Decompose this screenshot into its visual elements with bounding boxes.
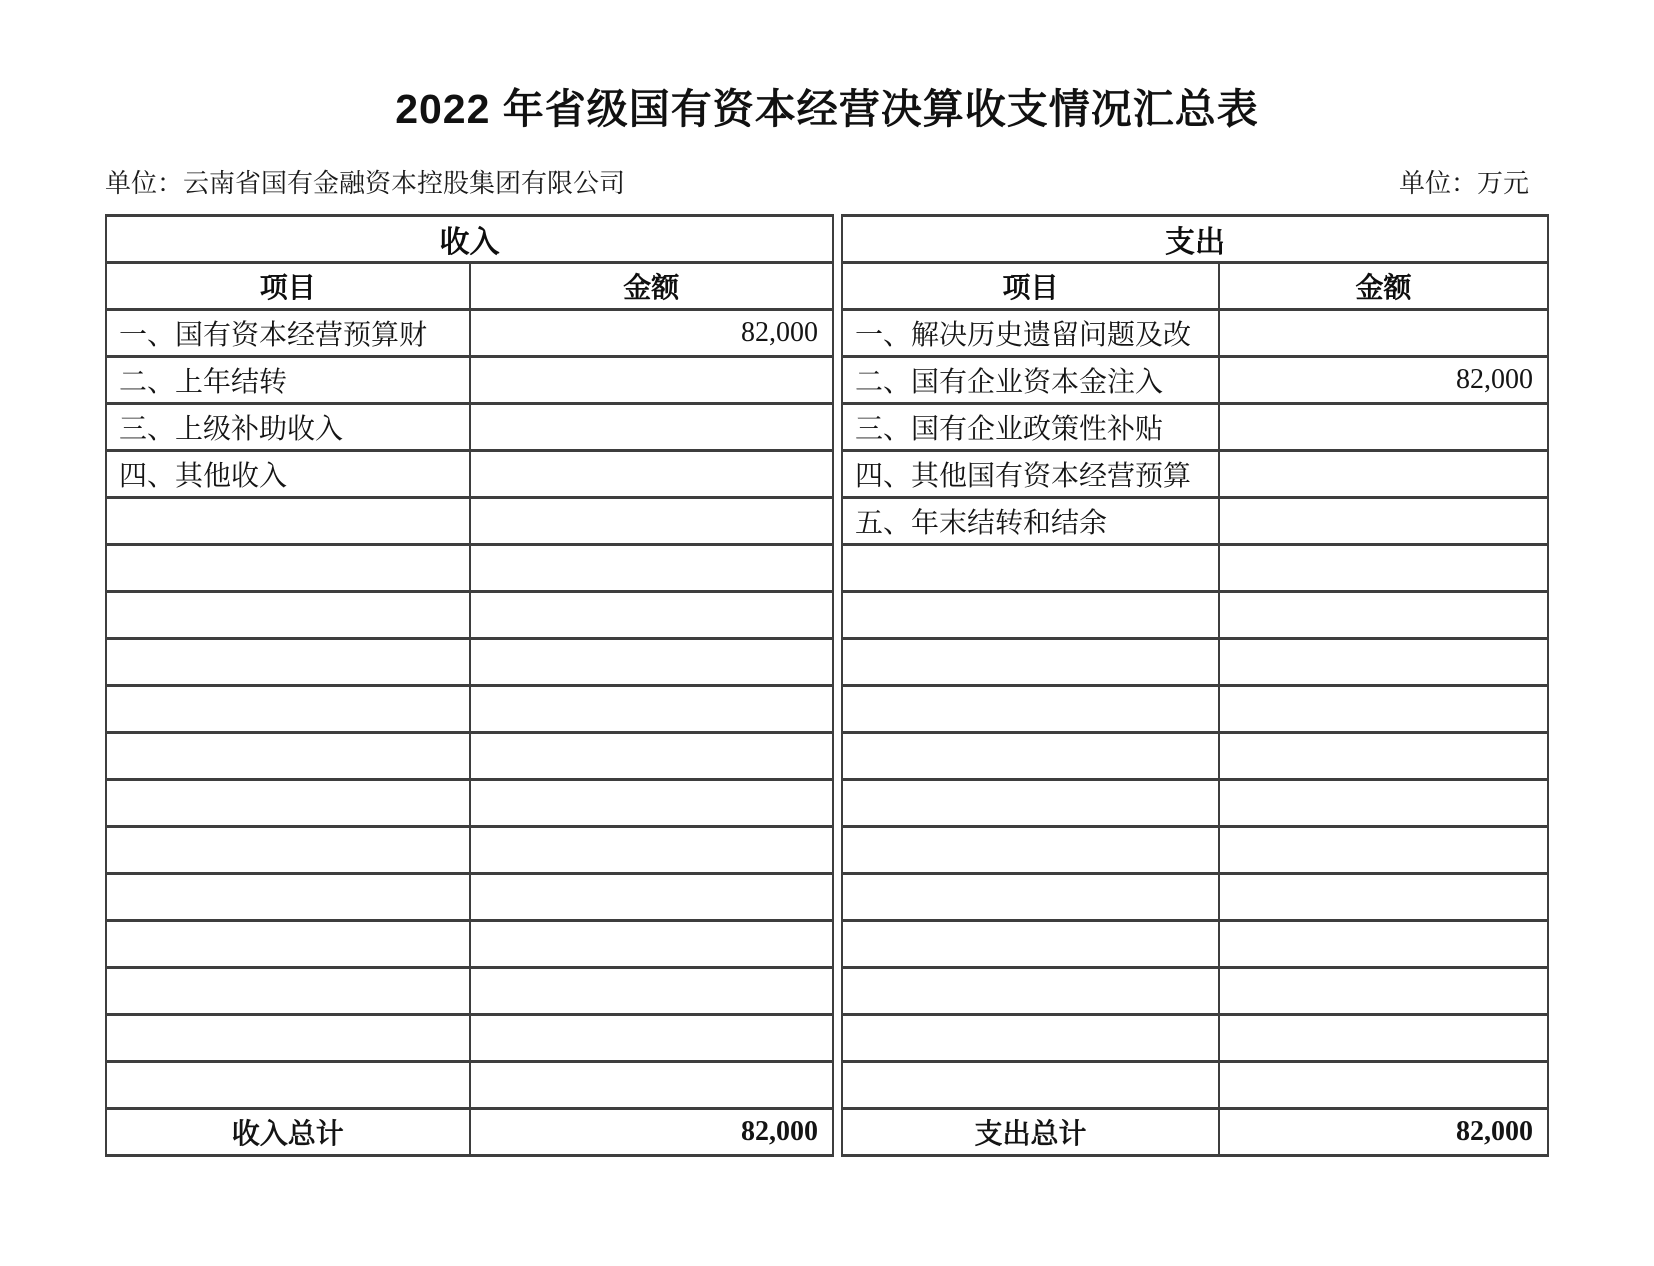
income-table-row	[106, 451, 833, 498]
expense-table-row	[842, 639, 1548, 686]
income-amount-cell	[470, 451, 834, 498]
expense-table-row	[842, 874, 1548, 921]
unit-company-label: 单位：云南省国有金融资本控股集团有限公司	[105, 169, 626, 198]
income-amount-cell	[470, 1062, 834, 1109]
expense-table-row	[842, 498, 1548, 545]
income-table-row	[106, 780, 833, 827]
expense-total-label: 支出总计	[842, 1109, 1219, 1156]
income-table-row	[106, 1062, 833, 1109]
income-item-cell	[106, 874, 470, 921]
expense-section-title: 支出	[842, 216, 1548, 263]
expense-item-cell	[842, 592, 1219, 639]
income-amount-cell	[470, 968, 834, 1015]
expense-table-row	[842, 921, 1548, 968]
income-table-row	[106, 827, 833, 874]
expense-amount-cell	[1219, 827, 1548, 874]
income-table-row	[106, 921, 833, 968]
report-sheet	[105, 0, 1549, 1157]
expense-table-row	[842, 686, 1548, 733]
income-amount-cell	[470, 827, 834, 874]
income-amount-cell	[470, 780, 834, 827]
expense-table-row	[842, 827, 1548, 874]
income-amount-cell: 82,000	[470, 310, 834, 357]
expense-item-cell	[842, 686, 1219, 733]
income-column-header-row	[106, 263, 833, 310]
expense-table-row	[842, 733, 1548, 780]
expense-table-row	[842, 780, 1548, 827]
income-table-row	[106, 310, 833, 357]
income-table-row	[106, 968, 833, 1015]
income-item-cell	[106, 545, 470, 592]
income-amount-cell	[470, 357, 834, 404]
income-table-row	[106, 592, 833, 639]
income-amount-column-header: 金额	[470, 263, 834, 310]
expense-table-row	[842, 968, 1548, 1015]
expense-item-cell: 一、解决历史遗留问题及改	[842, 310, 1219, 357]
income-item-column-header: 项目	[106, 263, 470, 310]
expense-amount-cell	[1219, 310, 1548, 357]
income-amount-cell	[470, 921, 834, 968]
income-amount-cell	[470, 498, 834, 545]
income-amount-cell	[470, 686, 834, 733]
income-item-cell	[106, 1015, 470, 1062]
income-item-cell	[106, 498, 470, 545]
expense-total-row	[842, 1109, 1548, 1156]
income-table-row	[106, 1015, 833, 1062]
expense-item-cell	[842, 733, 1219, 780]
expense-item-cell: 四、其他国有资本经营预算	[842, 451, 1219, 498]
expense-item-cell	[842, 780, 1219, 827]
expense-amount-cell	[1219, 733, 1548, 780]
income-item-cell	[106, 592, 470, 639]
expense-item-cell	[842, 1062, 1219, 1109]
expense-amount-cell	[1219, 498, 1548, 545]
income-item-cell: 二、上年结转	[106, 357, 470, 404]
expense-amount-cell: 82,000	[1219, 357, 1548, 404]
expense-item-cell: 五、年末结转和结余	[842, 498, 1219, 545]
page-title: 2022 年省级国有资本经营决算收支情况汇总表	[395, 86, 1259, 132]
unit-info-row	[105, 163, 1549, 200]
expense-amount-cell	[1219, 1015, 1548, 1062]
expense-item-cell	[842, 1015, 1219, 1062]
expense-item-cell	[842, 921, 1219, 968]
income-table-row	[106, 686, 833, 733]
income-amount-cell	[470, 545, 834, 592]
income-item-cell	[106, 968, 470, 1015]
income-amount-cell	[470, 592, 834, 639]
expense-amount-cell	[1219, 874, 1548, 921]
income-item-cell	[106, 1062, 470, 1109]
income-table	[105, 214, 834, 1157]
income-total-row	[106, 1109, 833, 1156]
income-item-cell	[106, 780, 470, 827]
expense-item-cell	[842, 874, 1219, 921]
expense-table	[841, 214, 1549, 1157]
income-item-cell	[106, 733, 470, 780]
income-table-row	[106, 733, 833, 780]
expense-table-row	[842, 1015, 1548, 1062]
income-amount-cell	[470, 874, 834, 921]
expense-amount-cell	[1219, 968, 1548, 1015]
expense-amount-cell	[1219, 686, 1548, 733]
income-amount-cell	[470, 733, 834, 780]
income-table-row	[106, 874, 833, 921]
expense-item-cell: 二、国有企业资本金注入	[842, 357, 1219, 404]
expense-amount-cell	[1219, 545, 1548, 592]
income-total-amount: 82,000	[470, 1109, 834, 1156]
expense-item-cell	[842, 827, 1219, 874]
expense-item-cell	[842, 639, 1219, 686]
expense-table-row	[842, 451, 1548, 498]
expense-item-cell: 三、国有企业政策性补贴	[842, 404, 1219, 451]
expense-table-row	[842, 545, 1548, 592]
expense-table-row	[842, 1062, 1548, 1109]
expense-amount-cell	[1219, 780, 1548, 827]
income-table-row	[106, 639, 833, 686]
expense-amount-cell	[1219, 1062, 1548, 1109]
income-amount-cell	[470, 1015, 834, 1062]
expense-table-row	[842, 310, 1548, 357]
income-section-title: 收入	[106, 216, 833, 263]
expense-item-column-header: 项目	[842, 263, 1219, 310]
expense-amount-cell	[1219, 592, 1548, 639]
income-amount-cell	[470, 404, 834, 451]
expense-item-cell	[842, 545, 1219, 592]
expense-total-amount: 82,000	[1219, 1109, 1548, 1156]
income-table-row	[106, 357, 833, 404]
expense-table-row	[842, 592, 1548, 639]
expense-amount-cell	[1219, 639, 1548, 686]
income-section-header-row	[106, 216, 833, 263]
income-table-row	[106, 404, 833, 451]
income-item-cell	[106, 827, 470, 874]
income-table-row	[106, 545, 833, 592]
expense-amount-cell	[1219, 921, 1548, 968]
income-item-cell: 四、其他收入	[106, 451, 470, 498]
income-item-cell	[106, 639, 470, 686]
expense-item-cell	[842, 968, 1219, 1015]
income-item-cell: 一、国有资本经营预算财	[106, 310, 470, 357]
expense-amount-cell	[1219, 451, 1548, 498]
summary-table	[105, 214, 1549, 1157]
expense-amount-column-header: 金额	[1219, 263, 1548, 310]
income-total-label: 收入总计	[106, 1109, 470, 1156]
income-table-row	[106, 498, 833, 545]
expense-column-header-row	[842, 263, 1548, 310]
income-item-cell	[106, 921, 470, 968]
income-item-cell: 三、上级补助收入	[106, 404, 470, 451]
income-item-cell	[106, 686, 470, 733]
expense-amount-cell	[1219, 404, 1548, 451]
expense-table-row	[842, 404, 1548, 451]
unit-measure-label: 单位：万元	[1398, 169, 1529, 198]
expense-table-row	[842, 357, 1548, 404]
expense-section-header-row	[842, 216, 1548, 263]
income-amount-cell	[470, 639, 834, 686]
